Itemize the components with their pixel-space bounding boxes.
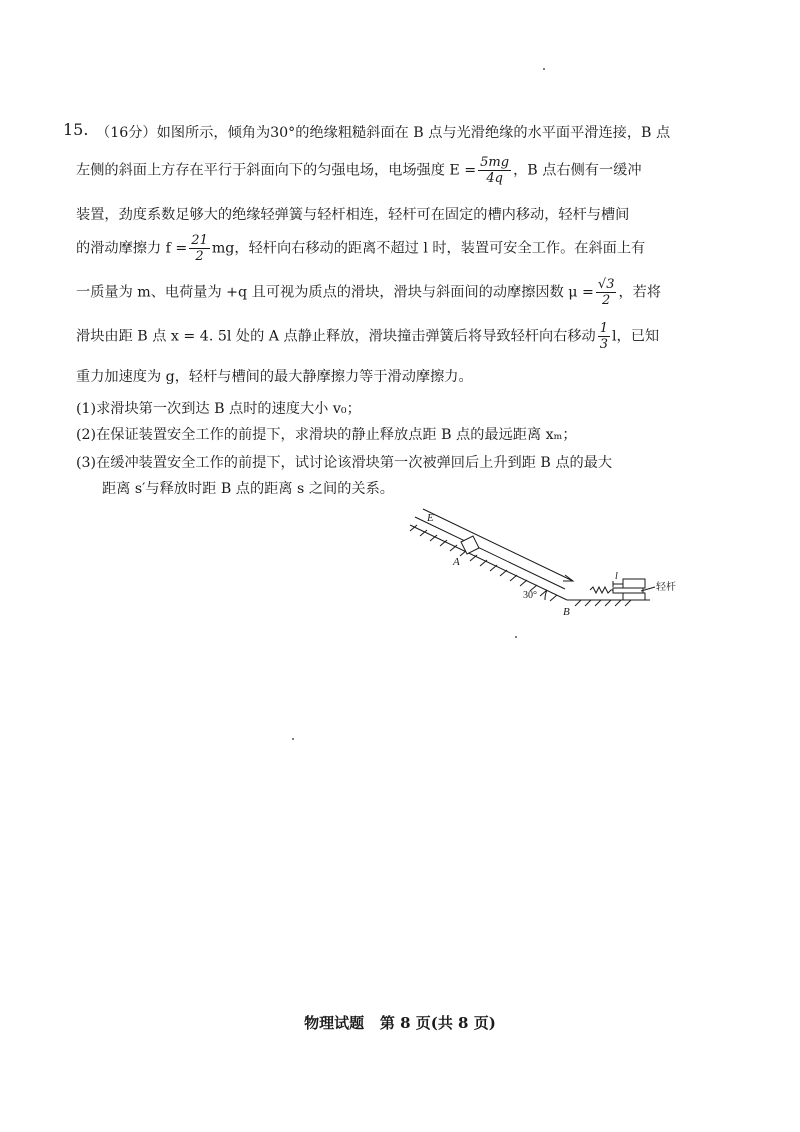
label-rod: 轻杆 [656, 582, 676, 593]
scan-speck [543, 68, 545, 70]
question-line-6: 滑块由距 B 点 x = 4. 5l 处的 A 点静止释放，滑块撞击弹簧后将导致轻杆向右移动 $\frac{1}{3}$ l，已知 [76, 321, 660, 352]
label-A: A [453, 556, 460, 568]
label-B: B [563, 606, 570, 618]
question-line-2: 左侧的斜面上方存在平行于斜面向下的匀强电场，电场强度 E = $\frac{5mg}{4q}$ ，B 点右侧有一缓冲 [76, 155, 642, 186]
subquestion-1: (1)求滑块第一次到达 B 点时的速度大小 v₀； [76, 401, 361, 417]
spring [590, 587, 613, 593]
subquestion-3: (3)在缓冲装置安全工作的前提下，试讨论该滑块第一次被弹回后上升到距 B 点的最大 [76, 455, 613, 471]
slider-block-A [461, 536, 479, 554]
friction-fraction: $\frac{21}{2}$ [191, 233, 208, 264]
footer-page-number: 第 8 页(共 8 页) [379, 1014, 496, 1032]
slot-lower [623, 593, 645, 600]
subquestion-2: (2)在保证装置安全工作的前提下，求滑块的静止释放点距 B 点的最远距离 xₘ； [76, 427, 577, 443]
slot-upper [623, 579, 645, 588]
label-E: E [427, 512, 434, 524]
incline-diagram-svg [405, 505, 695, 625]
incline-surface [410, 525, 567, 600]
field-arrow-head [563, 575, 573, 581]
question-line-1: （16分）如图所示，倾角为30°的绝缘粗糙斜面在 B 点与光滑绝缘的水平面平滑连接，B 点 [96, 125, 671, 141]
page-footer [0, 1012, 800, 1033]
footer-subject: 物理试题 [304, 1014, 365, 1032]
question-line-3: 装置，劲度系数足够大的绝缘轻弹簧与轻杆相连，轻杆可在固定的槽内移动，轻杆与槽间 [76, 207, 630, 223]
question-line-7: 重力加速度为 g，轻杆与槽间的最大静摩擦力等于滑动摩擦力。 [76, 369, 473, 385]
question-score: （16分） [96, 125, 157, 141]
incline-diagram [405, 505, 695, 629]
field-line-lower [415, 517, 565, 589]
scan-speck [515, 636, 517, 638]
mu-fraction: $\frac{√3}{2}$ [597, 277, 615, 308]
field-line-upper [423, 509, 573, 581]
question-line-4: 的滑动摩擦力 f = $\frac{21}{2}$ mg，轻杆向右移动的距离不超过 l 时，装置可安全工作。在斜面上有 [76, 233, 646, 264]
subquestion-3-continued: 距离 s′与释放时距 B 点的距离 s 之间的关系。 [102, 481, 394, 497]
label-l: l [615, 571, 618, 582]
displacement-fraction: $\frac{1}{3}$ [599, 321, 608, 352]
field-strength-fraction: $\frac{5mg}{4q}$ [480, 155, 510, 186]
label-angle: 30° [523, 590, 537, 601]
scan-speck [292, 738, 294, 740]
question-number: 15. [63, 120, 89, 139]
question-line-5: 一质量为 m、电荷量为 +q 且可视为质点的滑块，滑块与斜面间的动摩擦因数 μ = $\frac{√3}{2}$ ，若将 [76, 277, 662, 308]
light-rod [613, 588, 643, 593]
